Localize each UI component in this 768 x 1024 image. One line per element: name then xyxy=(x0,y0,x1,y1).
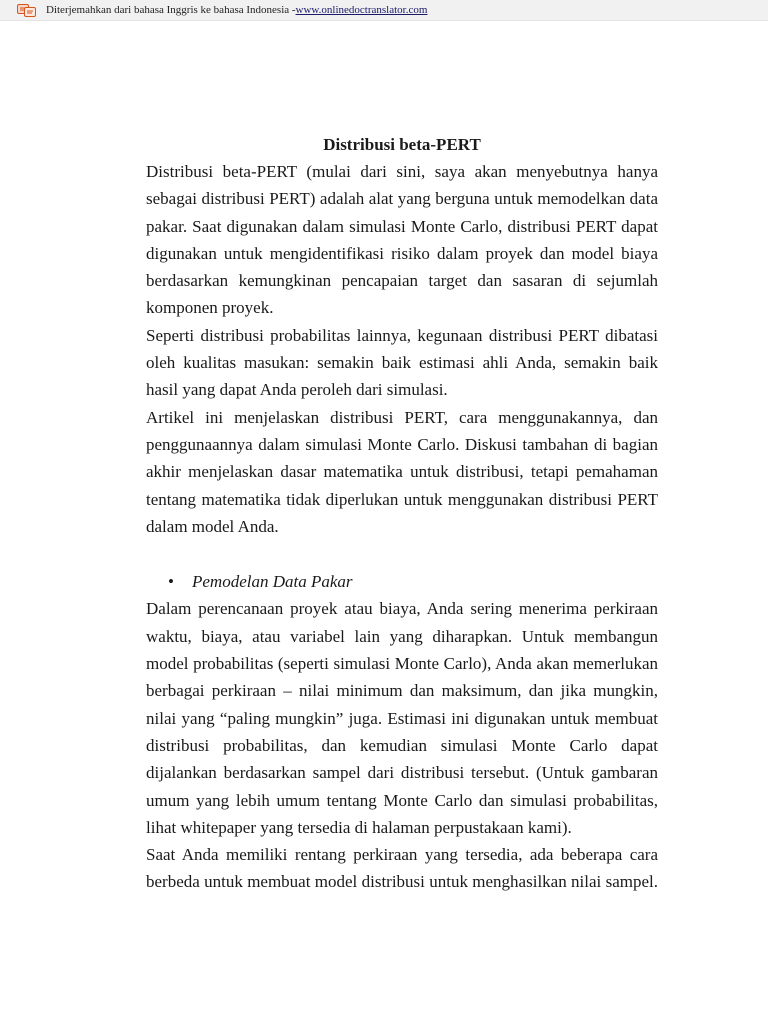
translator-logo-icon xyxy=(17,4,36,17)
paragraph-ranges: Saat Anda memiliki rentang perkiraan yang tersedia, ada beberapa cara berbeda untuk membuat model distribusi untuk menghasilkan nilai sampel. xyxy=(146,845,658,892)
bullet-heading-text: Pemodelan Data Pakar xyxy=(192,572,353,592)
paragraph-expert-data: Dalam perencanaan proyek atau biaya, Anda sering menerima perkiraan waktu, biaya, atau variabel lain yang diharapkan. Untuk membangun model probabilitas (seperti simulasi Monte Carlo), Anda akan memerlukan berbagai perkiraan – nilai minimum dan maksimum, dan jika mungkin, nilai yang “paling mungkin” juga. Estimasi ini digunakan untuk membuat distribusi probabilitas, dan kemudian simulasi Monte Carlo dapat dijalankan berdasarkan sampel dari distribusi tersebut. (Untuk gambaran umum yang lebih umum tentang Monte Carlo dan simulasi probabilitas, lihat whitepaper yang tersedia di halaman perpustakaan kami). xyxy=(146,599,658,837)
translator-link[interactable]: www.onlinedoctranslator.com xyxy=(295,4,428,16)
bullet-heading xyxy=(168,568,658,595)
translation-banner xyxy=(0,0,768,21)
paragraph-article: Artikel ini menjelaskan distribusi PERT, cara menggunakannya, dan penggunaannya dalam simulasi Monte Carlo. Diskusi tambahan di bagian akhir menjelaskan dasar matematika untuk distribusi, tetapi pemahaman tentang matematika tidak diperlukan untuk menggunakan distribusi PERT dalam model Anda. xyxy=(146,407,658,536)
banner-text: Diterjemahkan dari bahasa Inggris ke bahasa Indonesia - xyxy=(46,4,296,16)
section-gap xyxy=(146,540,658,568)
document-page xyxy=(146,131,658,896)
document-title: Distribusi beta-PERT xyxy=(323,135,481,154)
paragraph-intro: Distribusi beta-PERT (mulai dari sini, saya akan menyebutnya hanya sebagai distribusi PERT) adalah alat yang berguna untuk memodelkan data pakar. Saat digunakan dalam simulasi Monte Carlo, distribusi PERT dapat digunakan untuk mengidentifikasi risiko dalam proyek dan model biaya berdasarkan kemungkinan pencapaian target dan sasaran di sejumlah komponen proyek. xyxy=(146,162,658,318)
paragraph-quality: Seperti distribusi probabilitas lainnya, kegunaan distribusi PERT dibatasi oleh kualitas masukan: semakin baik estimasi ahli Anda, semakin baik hasil yang dapat Anda peroleh dari simulasi. xyxy=(146,325,658,400)
bullet-dot-icon: • xyxy=(168,572,174,592)
